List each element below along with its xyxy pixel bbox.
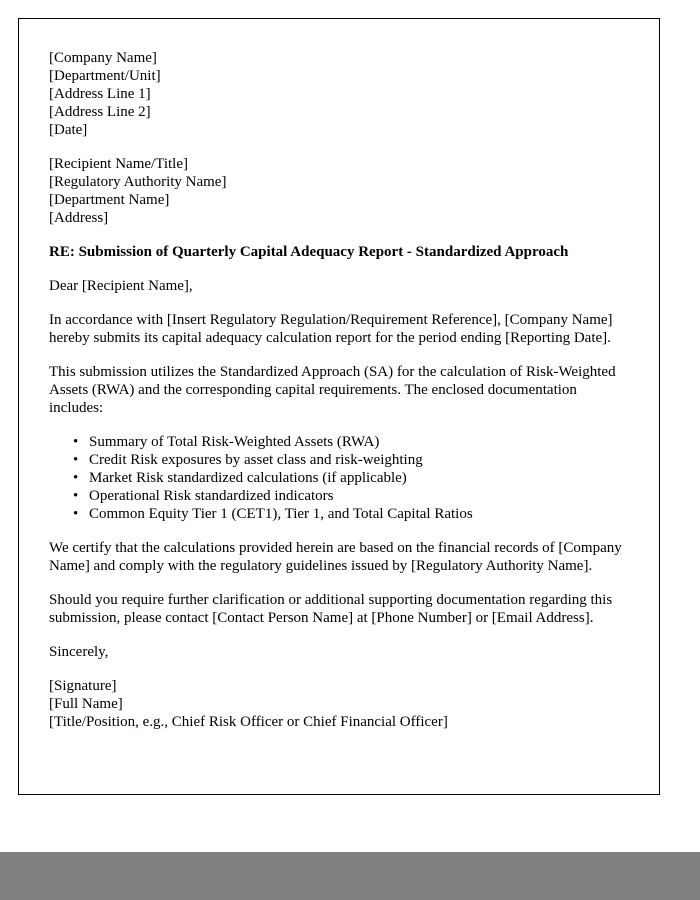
sender-block	[49, 49, 625, 139]
list-item	[49, 433, 625, 451]
signature-block	[49, 677, 625, 731]
list-item-text: Market Risk standardized calculations (if applicable)	[89, 470, 407, 486]
sender-line: [Address Line 1]	[49, 86, 151, 102]
sender-line: [Date]	[49, 122, 88, 138]
letter-body	[18, 18, 660, 795]
sender-line: [Department/Unit]	[49, 68, 161, 84]
salutation: Dear [Recipient Name],	[49, 278, 193, 294]
bullet-icon: •	[73, 434, 79, 450]
sender-line: [Company Name]	[49, 50, 157, 66]
recipient-line: [Regulatory Authority Name]	[49, 174, 227, 190]
recipient-line: [Department Name]	[49, 192, 170, 208]
bullet-icon: •	[73, 506, 79, 522]
bullet-icon: •	[73, 470, 79, 486]
list-item	[49, 505, 625, 523]
recipient-line: [Address]	[49, 210, 109, 226]
subject-line: RE: Submission of Quarterly Capital Adequacy Report - Standardized Approach	[49, 244, 569, 260]
paragraph: This submission utilizes the Standardized Approach (SA) for the calculation of Risk-Weighted Assets (RWA) and the corresponding capital requirements. The enclosed documentation includes:	[49, 364, 616, 416]
paragraph: We certify that the calculations provided herein are based on the financial records of [Company Name] and comply with the regulatory guidelines issued by [Regulatory Authority Name].	[49, 540, 622, 574]
list-item	[49, 451, 625, 469]
sender-line: [Address Line 2]	[49, 104, 151, 120]
list-item-text: Operational Risk standardized indicators	[89, 488, 334, 504]
signature-line: [Title/Position, e.g., Chief Risk Officer or Chief Financial Officer]	[49, 714, 448, 730]
list-item-text: Summary of Total Risk-Weighted Assets (RWA)	[89, 434, 380, 450]
signature-line: [Signature]	[49, 678, 117, 694]
signature-line: [Full Name]	[49, 696, 123, 712]
paragraph: Should you require further clarification or additional supporting documentation regarding this submission, please contact [Contact Person Name] at [Phone Number] or [Email Address].	[49, 592, 613, 626]
list-item	[49, 487, 625, 505]
enclosure-list	[49, 433, 625, 523]
bullet-icon: •	[73, 452, 79, 468]
list-item-text: Common Equity Tier 1 (CET1), Tier 1, and Total Capital Ratios	[89, 506, 473, 522]
recipient-line: [Recipient Name/Title]	[49, 156, 188, 172]
list-item-text: Credit Risk exposures by asset class and risk-weighting	[89, 452, 423, 468]
recipient-block	[49, 155, 625, 227]
paragraph: In accordance with [Insert Regulatory Regulation/Requirement Reference], [Company Name] hereby submits its capital adequacy calculation report for the period ending [Reporting Date].	[49, 312, 613, 346]
bullet-icon: •	[73, 488, 79, 504]
list-item	[49, 469, 625, 487]
closing: Sincerely,	[49, 644, 109, 660]
